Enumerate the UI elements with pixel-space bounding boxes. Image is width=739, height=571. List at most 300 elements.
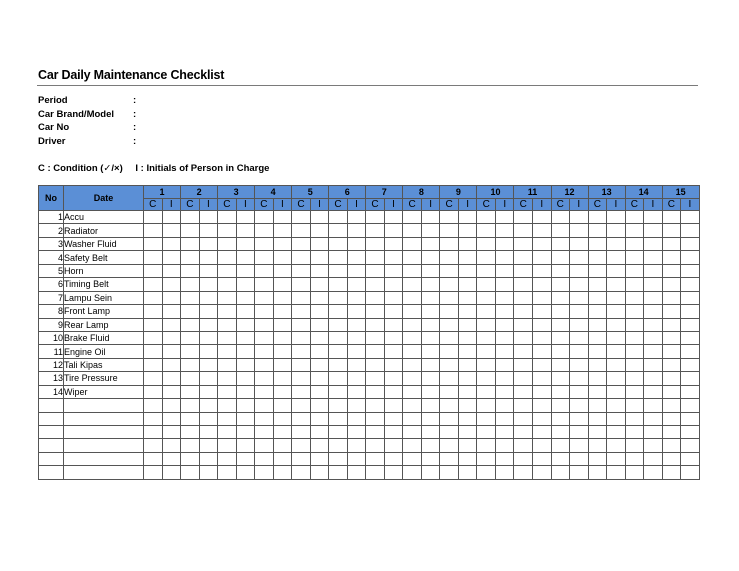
condition-cell[interactable] (625, 318, 644, 331)
condition-cell[interactable] (403, 385, 422, 398)
initials-cell[interactable] (570, 291, 589, 304)
initials-cell[interactable] (644, 278, 663, 291)
initials-cell[interactable] (273, 237, 292, 250)
condition-cell[interactable] (403, 211, 422, 224)
condition-cell[interactable] (366, 439, 385, 452)
initials-cell[interactable] (681, 264, 700, 277)
initials-cell[interactable] (532, 251, 551, 264)
condition-cell[interactable] (144, 426, 163, 439)
condition-cell[interactable] (403, 466, 422, 479)
initials-cell[interactable] (347, 399, 366, 412)
initials-cell[interactable] (347, 251, 366, 264)
condition-cell[interactable] (292, 439, 311, 452)
initials-cell[interactable] (532, 466, 551, 479)
condition-cell[interactable] (514, 331, 533, 344)
initials-cell[interactable] (236, 412, 255, 425)
condition-cell[interactable] (551, 399, 570, 412)
initials-cell[interactable] (384, 211, 403, 224)
initials-cell[interactable] (495, 224, 514, 237)
condition-cell[interactable] (514, 466, 533, 479)
initials-cell[interactable] (532, 452, 551, 465)
condition-cell[interactable] (588, 305, 607, 318)
condition-cell[interactable] (329, 399, 348, 412)
condition-cell[interactable] (625, 426, 644, 439)
condition-cell[interactable] (366, 278, 385, 291)
initials-cell[interactable] (236, 251, 255, 264)
condition-cell[interactable] (625, 358, 644, 371)
condition-cell[interactable] (440, 251, 459, 264)
condition-cell[interactable] (403, 412, 422, 425)
initials-cell[interactable] (421, 452, 440, 465)
condition-cell[interactable] (292, 264, 311, 277)
initials-cell[interactable] (236, 264, 255, 277)
condition-cell[interactable] (514, 399, 533, 412)
initials-cell[interactable] (681, 224, 700, 237)
initials-cell[interactable] (236, 358, 255, 371)
condition-cell[interactable] (477, 278, 496, 291)
condition-cell[interactable] (514, 412, 533, 425)
condition-cell[interactable] (588, 278, 607, 291)
initials-cell[interactable] (273, 318, 292, 331)
condition-cell[interactable] (366, 251, 385, 264)
condition-cell[interactable] (366, 305, 385, 318)
initials-cell[interactable] (310, 426, 329, 439)
condition-cell[interactable] (329, 385, 348, 398)
initials-cell[interactable] (199, 278, 218, 291)
initials-cell[interactable] (421, 291, 440, 304)
condition-cell[interactable] (218, 305, 237, 318)
initials-cell[interactable] (199, 251, 218, 264)
condition-cell[interactable] (366, 345, 385, 358)
initials-cell[interactable] (162, 452, 181, 465)
condition-cell[interactable] (329, 211, 348, 224)
condition-cell[interactable] (366, 224, 385, 237)
condition-cell[interactable] (255, 358, 274, 371)
initials-cell[interactable] (347, 439, 366, 452)
condition-cell[interactable] (218, 318, 237, 331)
condition-cell[interactable] (477, 237, 496, 250)
condition-cell[interactable] (662, 452, 681, 465)
condition-cell[interactable] (514, 237, 533, 250)
condition-cell[interactable] (329, 251, 348, 264)
initials-cell[interactable] (495, 291, 514, 304)
condition-cell[interactable] (329, 278, 348, 291)
condition-cell[interactable] (218, 439, 237, 452)
condition-cell[interactable] (329, 466, 348, 479)
initials-cell[interactable] (458, 439, 477, 452)
condition-cell[interactable] (440, 224, 459, 237)
condition-cell[interactable] (181, 318, 200, 331)
initials-cell[interactable] (384, 318, 403, 331)
condition-cell[interactable] (625, 211, 644, 224)
initials-cell[interactable] (273, 399, 292, 412)
initials-cell[interactable] (273, 278, 292, 291)
initials-cell[interactable] (644, 358, 663, 371)
condition-cell[interactable] (477, 305, 496, 318)
condition-cell[interactable] (403, 251, 422, 264)
condition-cell[interactable] (218, 452, 237, 465)
condition-cell[interactable] (551, 224, 570, 237)
initials-cell[interactable] (421, 224, 440, 237)
initials-cell[interactable] (236, 331, 255, 344)
condition-cell[interactable] (551, 358, 570, 371)
initials-cell[interactable] (236, 318, 255, 331)
condition-cell[interactable] (662, 331, 681, 344)
initials-cell[interactable] (495, 318, 514, 331)
condition-cell[interactable] (292, 466, 311, 479)
condition-cell[interactable] (218, 412, 237, 425)
condition-cell[interactable] (588, 385, 607, 398)
condition-cell[interactable] (514, 318, 533, 331)
condition-cell[interactable] (514, 291, 533, 304)
initials-cell[interactable] (570, 318, 589, 331)
condition-cell[interactable] (440, 291, 459, 304)
initials-cell[interactable] (570, 331, 589, 344)
initials-cell[interactable] (162, 439, 181, 452)
condition-cell[interactable] (144, 278, 163, 291)
initials-cell[interactable] (384, 372, 403, 385)
initials-cell[interactable] (644, 426, 663, 439)
initials-cell[interactable] (458, 264, 477, 277)
condition-cell[interactable] (403, 426, 422, 439)
initials-cell[interactable] (310, 331, 329, 344)
initials-cell[interactable] (310, 372, 329, 385)
condition-cell[interactable] (255, 251, 274, 264)
condition-cell[interactable] (403, 399, 422, 412)
condition-cell[interactable] (144, 452, 163, 465)
condition-cell[interactable] (403, 372, 422, 385)
initials-cell[interactable] (607, 399, 626, 412)
initials-cell[interactable] (644, 452, 663, 465)
condition-cell[interactable] (218, 237, 237, 250)
condition-cell[interactable] (625, 237, 644, 250)
condition-cell[interactable] (440, 305, 459, 318)
initials-cell[interactable] (421, 385, 440, 398)
condition-cell[interactable] (551, 291, 570, 304)
initials-cell[interactable] (199, 345, 218, 358)
condition-cell[interactable] (514, 251, 533, 264)
initials-cell[interactable] (532, 318, 551, 331)
initials-cell[interactable] (384, 345, 403, 358)
initials-cell[interactable] (644, 264, 663, 277)
condition-cell[interactable] (477, 452, 496, 465)
condition-cell[interactable] (588, 426, 607, 439)
condition-cell[interactable] (329, 305, 348, 318)
condition-cell[interactable] (403, 224, 422, 237)
initials-cell[interactable] (495, 278, 514, 291)
condition-cell[interactable] (625, 385, 644, 398)
initials-cell[interactable] (681, 426, 700, 439)
condition-cell[interactable] (477, 224, 496, 237)
initials-cell[interactable] (570, 237, 589, 250)
initials-cell[interactable] (310, 439, 329, 452)
initials-cell[interactable] (310, 211, 329, 224)
initials-cell[interactable] (607, 318, 626, 331)
condition-cell[interactable] (477, 331, 496, 344)
initials-cell[interactable] (607, 466, 626, 479)
condition-cell[interactable] (181, 385, 200, 398)
condition-cell[interactable] (588, 331, 607, 344)
initials-cell[interactable] (384, 305, 403, 318)
initials-cell[interactable] (607, 452, 626, 465)
initials-cell[interactable] (495, 452, 514, 465)
condition-cell[interactable] (218, 211, 237, 224)
initials-cell[interactable] (273, 385, 292, 398)
condition-cell[interactable] (662, 345, 681, 358)
initials-cell[interactable] (347, 318, 366, 331)
condition-cell[interactable] (403, 345, 422, 358)
condition-cell[interactable] (514, 305, 533, 318)
condition-cell[interactable] (218, 466, 237, 479)
initials-cell[interactable] (681, 358, 700, 371)
initials-cell[interactable] (458, 426, 477, 439)
initials-cell[interactable] (384, 358, 403, 371)
initials-cell[interactable] (458, 399, 477, 412)
initials-cell[interactable] (421, 372, 440, 385)
initials-cell[interactable] (310, 291, 329, 304)
initials-cell[interactable] (162, 318, 181, 331)
condition-cell[interactable] (588, 439, 607, 452)
condition-cell[interactable] (181, 237, 200, 250)
condition-cell[interactable] (625, 439, 644, 452)
condition-cell[interactable] (403, 358, 422, 371)
condition-cell[interactable] (625, 372, 644, 385)
initials-cell[interactable] (310, 399, 329, 412)
condition-cell[interactable] (625, 466, 644, 479)
initials-cell[interactable] (570, 305, 589, 318)
condition-cell[interactable] (366, 399, 385, 412)
condition-cell[interactable] (662, 251, 681, 264)
condition-cell[interactable] (255, 399, 274, 412)
initials-cell[interactable] (458, 318, 477, 331)
initials-cell[interactable] (421, 399, 440, 412)
initials-cell[interactable] (310, 237, 329, 250)
condition-cell[interactable] (218, 345, 237, 358)
initials-cell[interactable] (199, 466, 218, 479)
condition-cell[interactable] (662, 291, 681, 304)
condition-cell[interactable] (514, 452, 533, 465)
initials-cell[interactable] (644, 466, 663, 479)
initials-cell[interactable] (607, 426, 626, 439)
initials-cell[interactable] (273, 224, 292, 237)
initials-cell[interactable] (421, 318, 440, 331)
condition-cell[interactable] (181, 345, 200, 358)
initials-cell[interactable] (495, 358, 514, 371)
condition-cell[interactable] (292, 211, 311, 224)
initials-cell[interactable] (607, 345, 626, 358)
initials-cell[interactable] (384, 466, 403, 479)
initials-cell[interactable] (458, 291, 477, 304)
initials-cell[interactable] (532, 399, 551, 412)
initials-cell[interactable] (347, 358, 366, 371)
initials-cell[interactable] (347, 372, 366, 385)
initials-cell[interactable] (273, 372, 292, 385)
condition-cell[interactable] (662, 426, 681, 439)
initials-cell[interactable] (421, 331, 440, 344)
condition-cell[interactable] (366, 452, 385, 465)
initials-cell[interactable] (570, 278, 589, 291)
initials-cell[interactable] (199, 264, 218, 277)
initials-cell[interactable] (532, 372, 551, 385)
initials-cell[interactable] (236, 224, 255, 237)
initials-cell[interactable] (384, 291, 403, 304)
initials-cell[interactable] (384, 278, 403, 291)
condition-cell[interactable] (662, 264, 681, 277)
initials-cell[interactable] (532, 305, 551, 318)
initials-cell[interactable] (347, 426, 366, 439)
initials-cell[interactable] (458, 372, 477, 385)
initials-cell[interactable] (310, 345, 329, 358)
initials-cell[interactable] (273, 264, 292, 277)
condition-cell[interactable] (255, 345, 274, 358)
initials-cell[interactable] (199, 291, 218, 304)
condition-cell[interactable] (366, 466, 385, 479)
condition-cell[interactable] (144, 237, 163, 250)
condition-cell[interactable] (366, 331, 385, 344)
initials-cell[interactable] (495, 385, 514, 398)
initials-cell[interactable] (236, 305, 255, 318)
initials-cell[interactable] (495, 399, 514, 412)
initials-cell[interactable] (495, 439, 514, 452)
condition-cell[interactable] (329, 439, 348, 452)
initials-cell[interactable] (347, 224, 366, 237)
initials-cell[interactable] (236, 385, 255, 398)
condition-cell[interactable] (477, 251, 496, 264)
condition-cell[interactable] (403, 291, 422, 304)
initials-cell[interactable] (421, 358, 440, 371)
initials-cell[interactable] (495, 345, 514, 358)
initials-cell[interactable] (236, 439, 255, 452)
condition-cell[interactable] (144, 305, 163, 318)
condition-cell[interactable] (514, 372, 533, 385)
initials-cell[interactable] (310, 358, 329, 371)
condition-cell[interactable] (181, 452, 200, 465)
initials-cell[interactable] (607, 439, 626, 452)
condition-cell[interactable] (662, 278, 681, 291)
condition-cell[interactable] (181, 466, 200, 479)
initials-cell[interactable] (162, 305, 181, 318)
condition-cell[interactable] (551, 251, 570, 264)
initials-cell[interactable] (310, 278, 329, 291)
condition-cell[interactable] (477, 372, 496, 385)
condition-cell[interactable] (329, 412, 348, 425)
condition-cell[interactable] (551, 412, 570, 425)
condition-cell[interactable] (181, 211, 200, 224)
condition-cell[interactable] (329, 345, 348, 358)
initials-cell[interactable] (162, 345, 181, 358)
initials-cell[interactable] (273, 345, 292, 358)
condition-cell[interactable] (588, 318, 607, 331)
initials-cell[interactable] (421, 264, 440, 277)
condition-cell[interactable] (440, 345, 459, 358)
initials-cell[interactable] (495, 331, 514, 344)
condition-cell[interactable] (477, 412, 496, 425)
initials-cell[interactable] (162, 224, 181, 237)
initials-cell[interactable] (384, 264, 403, 277)
initials-cell[interactable] (421, 345, 440, 358)
initials-cell[interactable] (421, 466, 440, 479)
initials-cell[interactable] (273, 412, 292, 425)
initials-cell[interactable] (458, 412, 477, 425)
condition-cell[interactable] (514, 426, 533, 439)
condition-cell[interactable] (588, 224, 607, 237)
condition-cell[interactable] (144, 291, 163, 304)
initials-cell[interactable] (570, 264, 589, 277)
initials-cell[interactable] (458, 278, 477, 291)
initials-cell[interactable] (607, 264, 626, 277)
condition-cell[interactable] (588, 358, 607, 371)
condition-cell[interactable] (477, 439, 496, 452)
initials-cell[interactable] (644, 331, 663, 344)
condition-cell[interactable] (255, 412, 274, 425)
initials-cell[interactable] (347, 452, 366, 465)
initials-cell[interactable] (570, 466, 589, 479)
initials-cell[interactable] (570, 385, 589, 398)
condition-cell[interactable] (292, 237, 311, 250)
condition-cell[interactable] (625, 224, 644, 237)
initials-cell[interactable] (570, 345, 589, 358)
initials-cell[interactable] (273, 358, 292, 371)
initials-cell[interactable] (310, 385, 329, 398)
initials-cell[interactable] (273, 211, 292, 224)
condition-cell[interactable] (144, 264, 163, 277)
initials-cell[interactable] (607, 305, 626, 318)
initials-cell[interactable] (162, 358, 181, 371)
condition-cell[interactable] (514, 278, 533, 291)
initials-cell[interactable] (384, 237, 403, 250)
condition-cell[interactable] (551, 345, 570, 358)
condition-cell[interactable] (366, 237, 385, 250)
condition-cell[interactable] (551, 211, 570, 224)
initials-cell[interactable] (607, 251, 626, 264)
initials-cell[interactable] (681, 237, 700, 250)
initials-cell[interactable] (236, 278, 255, 291)
condition-cell[interactable] (218, 385, 237, 398)
condition-cell[interactable] (403, 305, 422, 318)
initials-cell[interactable] (273, 291, 292, 304)
condition-cell[interactable] (551, 318, 570, 331)
initials-cell[interactable] (532, 345, 551, 358)
initials-cell[interactable] (236, 345, 255, 358)
initials-cell[interactable] (162, 278, 181, 291)
condition-cell[interactable] (255, 452, 274, 465)
condition-cell[interactable] (440, 452, 459, 465)
condition-cell[interactable] (551, 439, 570, 452)
initials-cell[interactable] (458, 452, 477, 465)
condition-cell[interactable] (440, 466, 459, 479)
condition-cell[interactable] (625, 278, 644, 291)
initials-cell[interactable] (162, 291, 181, 304)
initials-cell[interactable] (458, 466, 477, 479)
condition-cell[interactable] (181, 412, 200, 425)
initials-cell[interactable] (162, 412, 181, 425)
condition-cell[interactable] (551, 278, 570, 291)
condition-cell[interactable] (218, 372, 237, 385)
initials-cell[interactable] (273, 305, 292, 318)
condition-cell[interactable] (292, 318, 311, 331)
condition-cell[interactable] (255, 224, 274, 237)
condition-cell[interactable] (477, 399, 496, 412)
initials-cell[interactable] (199, 399, 218, 412)
condition-cell[interactable] (662, 305, 681, 318)
initials-cell[interactable] (273, 452, 292, 465)
condition-cell[interactable] (625, 331, 644, 344)
initials-cell[interactable] (644, 439, 663, 452)
condition-cell[interactable] (366, 211, 385, 224)
condition-cell[interactable] (329, 372, 348, 385)
condition-cell[interactable] (662, 224, 681, 237)
initials-cell[interactable] (644, 237, 663, 250)
